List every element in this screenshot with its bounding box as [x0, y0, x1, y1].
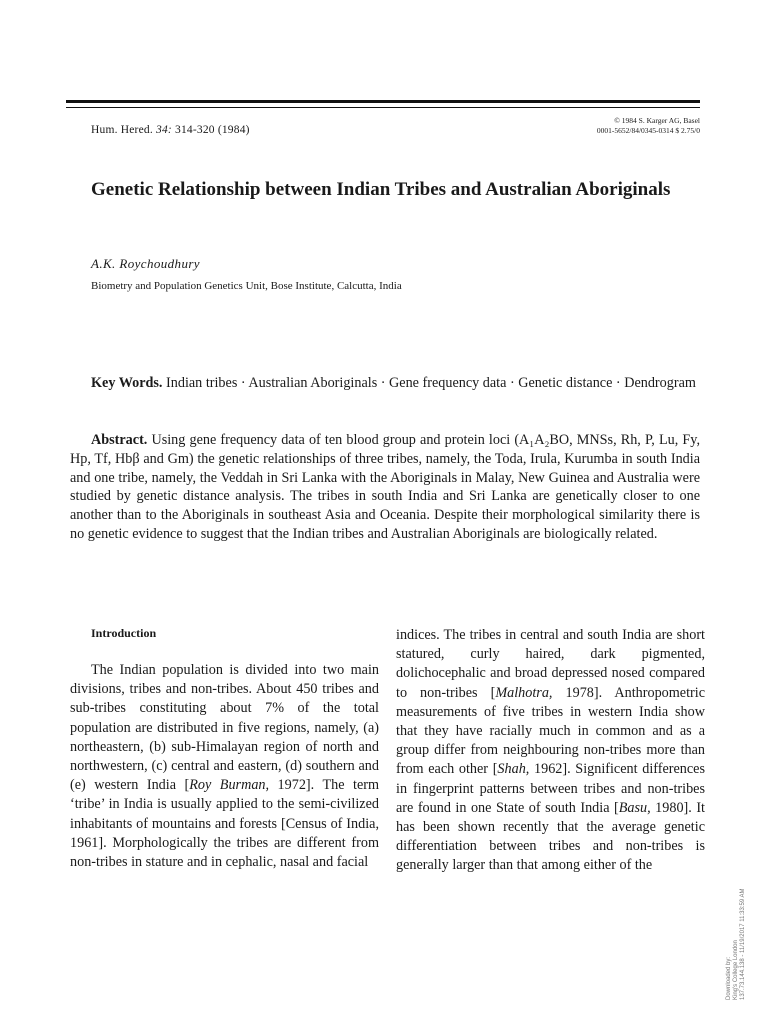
citation-author: Malhotra,	[495, 684, 553, 701]
keywords-text: Indian tribes · Australian Aboriginals · Gene frequency data · Genetic distance · Dendrogram	[162, 375, 696, 391]
body-text: 1978]. Anthropometric measurements of five tribes in western India show that they have racially much in common and as a group differ from neighbouring non-tribes more than from each other [	[396, 684, 705, 778]
citation-volume: 34:	[156, 124, 172, 136]
body-column-left	[70, 661, 379, 872]
citation-author: Basu,	[618, 799, 651, 816]
section-heading-introduction: Introduction	[91, 626, 157, 640]
copyright-line: © 1984 S. Karger AG, Basel	[614, 116, 700, 125]
citation-author: Roy Burman,	[189, 777, 270, 794]
body-column-right	[396, 626, 705, 876]
abstract-text: Using gene frequency data of ten blood group and protein loci (A₁A₂BO, MNSs, Rh, P, Lu, Fy, Hp, Tf, Hbβ and Gm) the genetic relationships of three tribes, namely, the Toda, Irula, Kurumba in south India and one tribe, namely, the Veddah in Sri Lanka with the Aboriginals in Malay, New Guinea and Australia were studied by genetic distance analysis. The tribes in south India and Sri Lanka are genetically closer to one another than to the Aboriginals in southeast Asia and Oceania. Despite their morphological similarity there is no genetic evidence to suggest that the Indian tribes and Australian Aboriginals are biologically related.	[70, 432, 700, 542]
author-name: A.K. Roychoudhury	[91, 256, 200, 271]
body-text: The Indian population is divided into two main divisions, tribes and non-tribes. About 450 tribes and sub-tribes constituting about 7% of the total population are distributed in five regions, namely, (a) northeastern, (b) sub-Himalayan region of north and northwestern, (c) central and eastern, (d) southern and (e) western India [	[70, 662, 379, 794]
body-text: indices. The tribes in central and south India are short statured, curly haired, dark pigmented, dolichocephalic and broad depressed nosed compared to non-tribes [	[396, 627, 705, 701]
body-text: 1962]. Significent differences in fingerprint patterns between tribes and non-tribes are found in one State of south India [	[396, 761, 705, 816]
abstract	[70, 431, 700, 544]
citation-pages: 314-320 (1984)	[175, 124, 250, 136]
header-rule-thin	[66, 107, 700, 108]
watermark-line: 137.73.144.138 - 11/19/2017 11:33:59 AM	[740, 888, 746, 1000]
watermark-line: King's College London	[733, 940, 739, 1000]
header-rule-thick	[66, 100, 700, 103]
journal-citation	[91, 124, 250, 136]
abstract-label: Abstract.	[91, 432, 148, 448]
body-text: 1972]. The term ‘tribe’ in India is usually applied to the semi-civilized inhabitants of mountains and forests [Census of India, 1961]. Morphologically the tribes are different from non-tribes in stature and in cephalic, nasal and facial	[70, 777, 379, 871]
keywords-label: Key Words.	[91, 375, 163, 391]
keywords	[70, 374, 700, 393]
issn-line: 0001-5652/84/0345-0314 $ 2.75/0	[596, 126, 700, 135]
citation-author: Shah,	[497, 761, 530, 778]
download-watermark	[726, 860, 747, 1000]
watermark-line: Downloaded by:	[726, 956, 732, 1000]
body-text: 1980]. It has been shown recently that the average genetic differentiation between tribes and non-tribes is generally larger than that among either of the	[396, 799, 705, 874]
article-title: Genetic Relationship between Indian Tribes and Australian Aboriginals	[91, 179, 671, 200]
copyright-notice	[597, 116, 700, 136]
author-affiliation: Biometry and Population Genetics Unit, Bose Institute, Calcutta, India	[91, 280, 402, 292]
citation-journal: Hum. Hered.	[91, 124, 153, 136]
